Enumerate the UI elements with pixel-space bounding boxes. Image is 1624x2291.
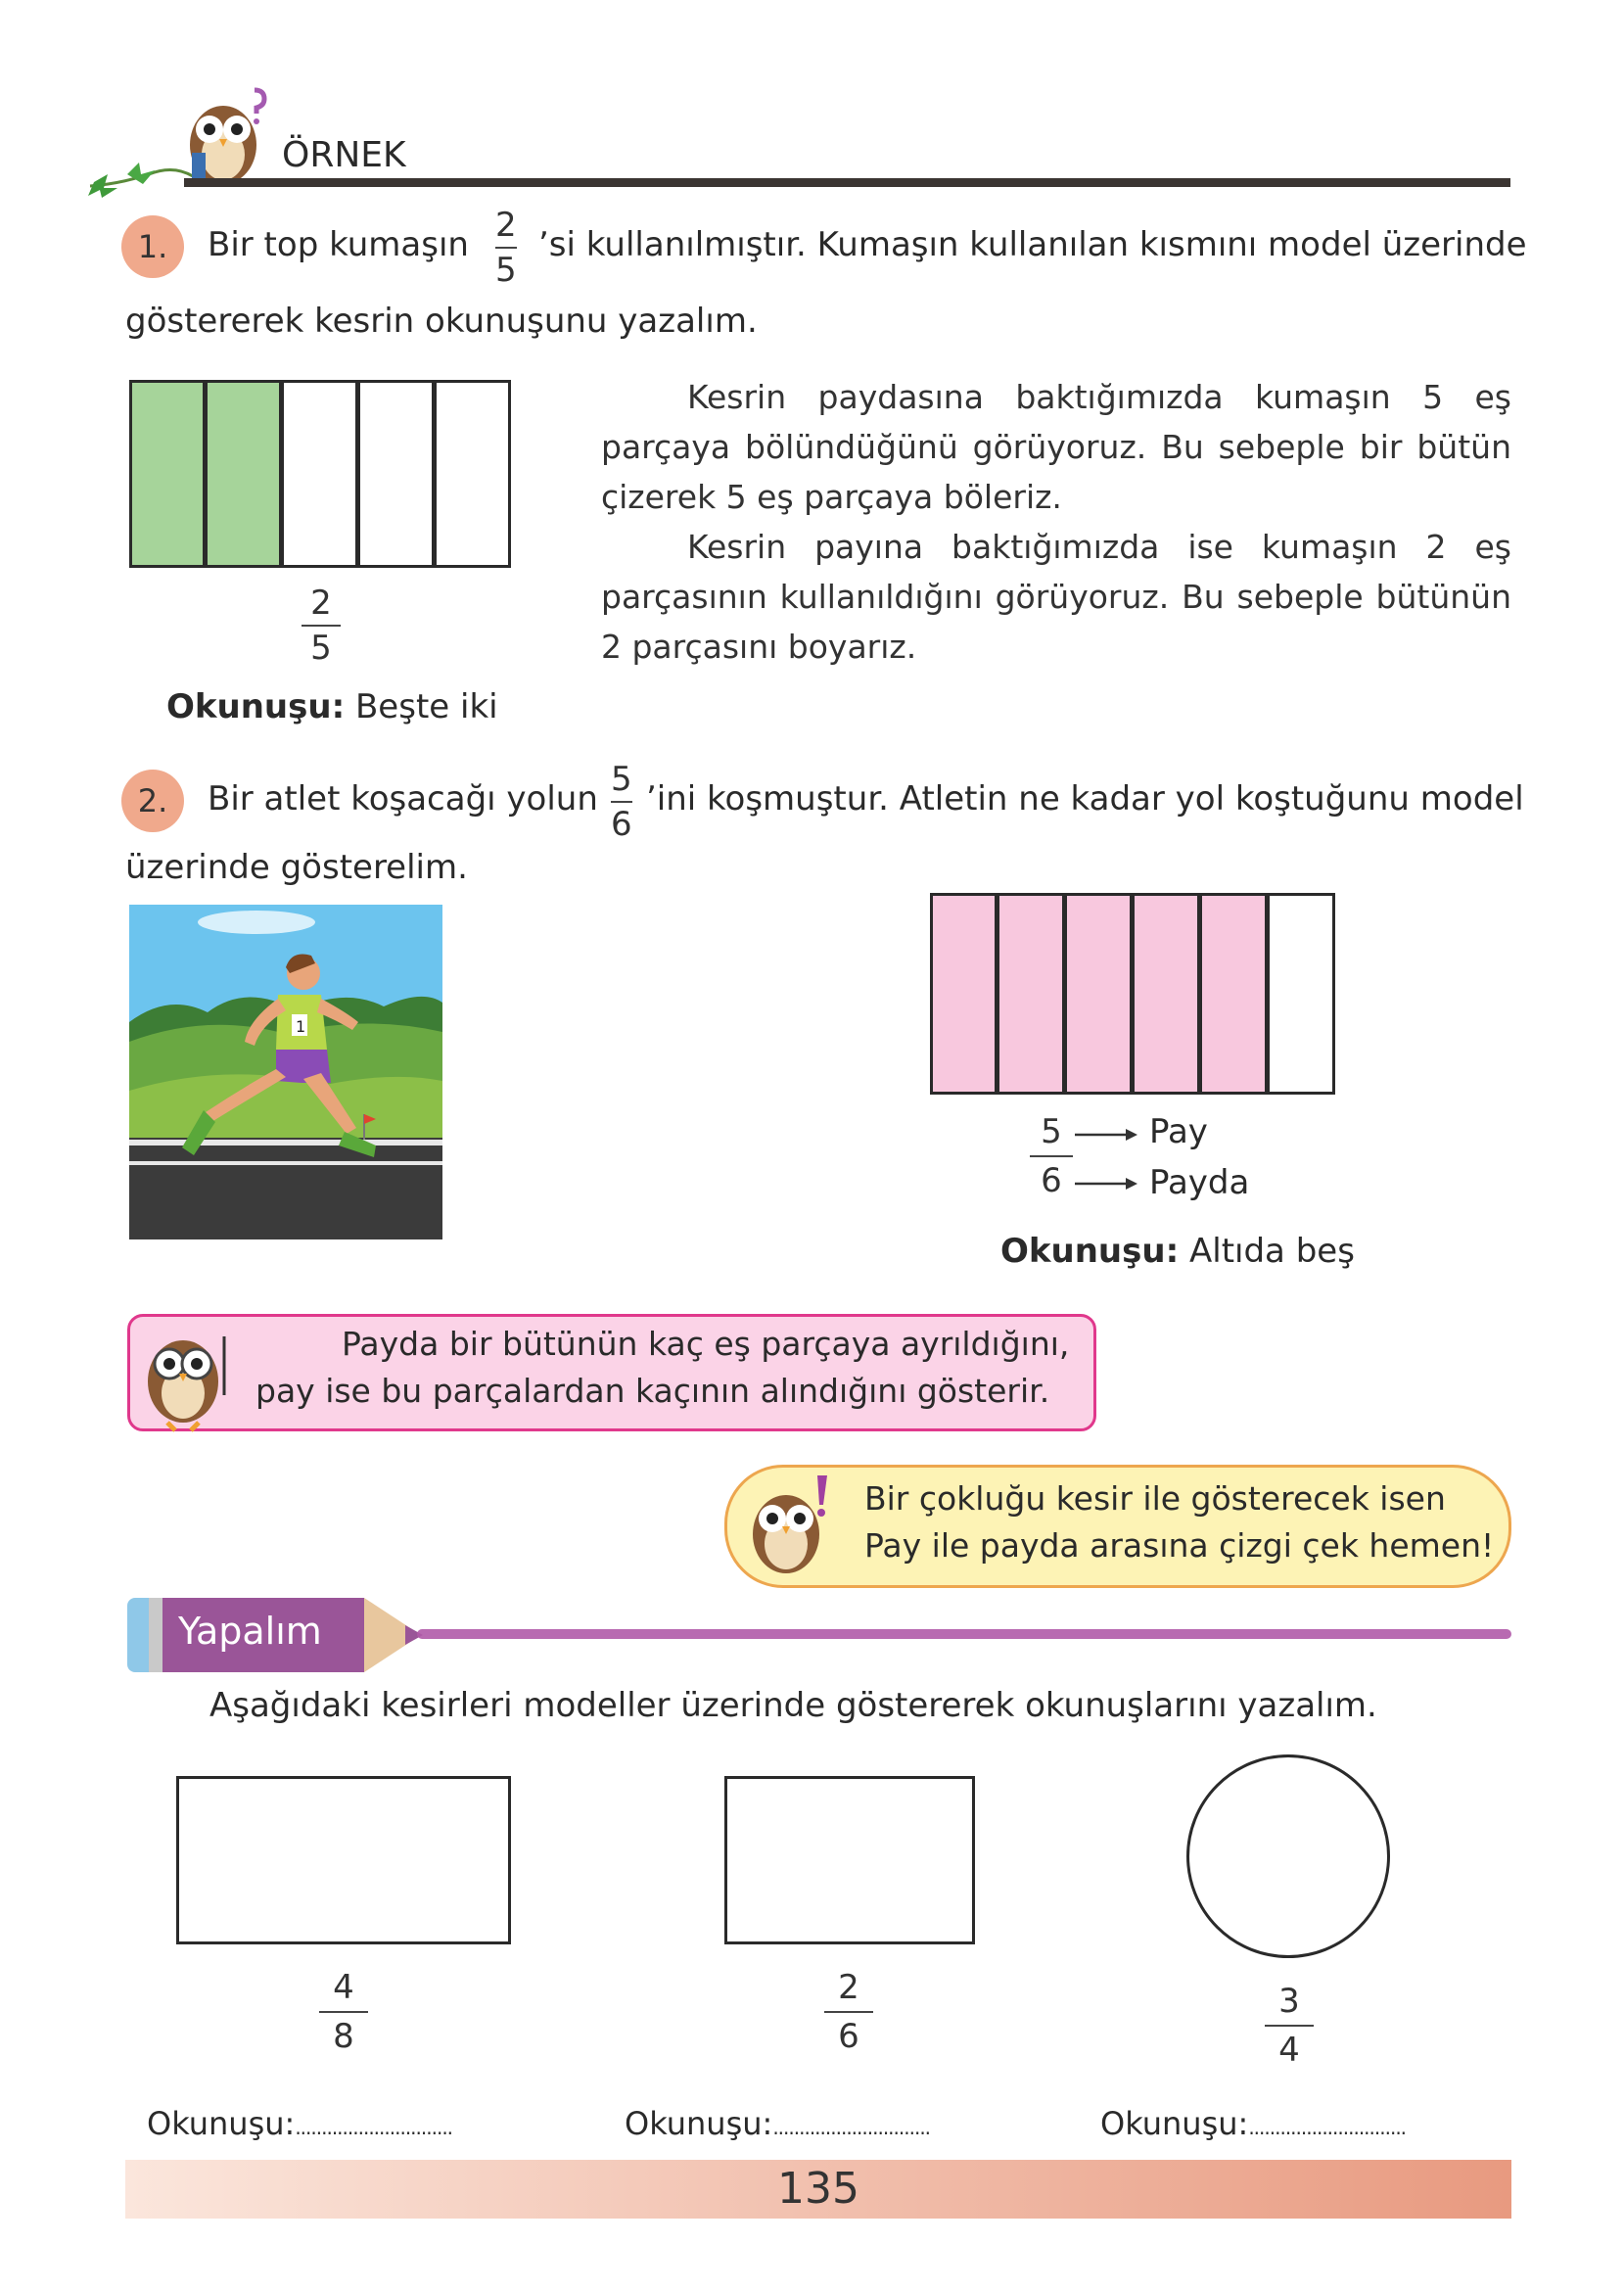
activity-frac-den: 4	[1278, 2031, 1300, 2070]
reading-blank-3[interactable]	[1100, 2105, 1406, 2142]
q1-model-den: 5	[310, 629, 332, 668]
header-rule	[184, 178, 1510, 187]
activity-frac-den: 6	[838, 2017, 859, 2056]
activity-fraction-3	[1265, 1980, 1314, 2072]
q2-reading-value: Altıda beş	[1188, 1232, 1355, 1271]
owl-reading-icon	[174, 84, 272, 192]
q1-number-badge: 1.	[121, 215, 184, 278]
q1-reading-label: Okunuşu:	[166, 687, 346, 726]
model-rectangle-1[interactable]	[176, 1776, 511, 1944]
q2-frac-num: 5	[611, 760, 632, 799]
reading-dots: ..............................	[1248, 2116, 1407, 2139]
q1-frac-den: 5	[495, 251, 517, 290]
model-part-shaded	[1132, 893, 1201, 1095]
runner-illustration	[129, 905, 442, 1239]
reading-blank-1[interactable]	[147, 2105, 452, 2142]
activity-frac-den: 8	[333, 2017, 354, 2056]
model-rectangle-2[interactable]	[724, 1776, 975, 1944]
owl-exclaim-icon	[733, 1470, 851, 1585]
q1-text-before: Bir top kumaşın	[208, 225, 469, 264]
model-part-shaded	[1064, 893, 1134, 1095]
frac-bar	[824, 2011, 873, 2013]
frac-bar	[302, 625, 341, 627]
q1-fraction	[495, 206, 517, 290]
runner-bib-number: 1	[296, 1017, 306, 1036]
q2-line2: üzerinde gösterelim.	[125, 848, 468, 887]
owl-teacher-icon	[134, 1317, 242, 1434]
info-line2: pay ise bu parçalardan kaçının alındığını gösterir.	[255, 1372, 1050, 1410]
model-part-shaded	[205, 380, 283, 568]
q1-explanation-p1: Kesrin paydasına baktığımızda kumaşın 5 eş parçaya bölündüğünü görüyoruz. Bu sebeple bir bütün çizerek 5 eş parçaya böleriz.	[601, 378, 1511, 516]
frac-bar	[495, 247, 517, 249]
reading-label: Okunuşu:	[625, 2105, 773, 2142]
q2-model-num: 5	[1041, 1112, 1062, 1151]
q1-explanation-p2: Kesrin payına baktığımızda ise kumaşın 2 eş parçasının kullanıldığını görüyoruz. Bu sebeple bütünün 2 parçasını boyarız.	[601, 528, 1511, 666]
q2-number-badge: 2.	[121, 770, 184, 832]
arrow-right-icon	[1075, 1177, 1139, 1191]
tip-line2: Pay ile payda arasına çizgi çek hemen!	[864, 1526, 1495, 1565]
activity-fraction-2	[824, 1966, 873, 2058]
model-circle[interactable]	[1186, 1754, 1390, 1958]
reading-label: Okunuşu:	[147, 2105, 296, 2142]
q2-model-den: 6	[1041, 1161, 1062, 1200]
activity-fraction-1	[319, 1966, 368, 2058]
activity-frac-num: 3	[1278, 1982, 1300, 2021]
frac-bar	[319, 2011, 368, 2013]
model-part-shaded	[930, 893, 998, 1095]
q2-frac-den: 6	[611, 805, 632, 844]
pay-label: Pay	[1149, 1112, 1208, 1151]
q2-text-after: ’ini koşmuştur. Atletin ne kadar yol koştuğunu model	[646, 779, 1524, 818]
tip-line1: Bir çokluğu kesir ile gösterecek isen	[864, 1479, 1446, 1518]
q1-explanation	[601, 372, 1511, 672]
frac-bar	[1030, 1155, 1073, 1157]
q1-model-fraction	[302, 584, 341, 668]
q1-text-after: ’si kullanılmıştır. Kumaşın kullanılan kısmını model üzerinde	[538, 225, 1527, 264]
q1-model-num: 2	[310, 584, 332, 623]
activity-title: Yapalım	[178, 1610, 322, 1653]
frac-bar	[1265, 2025, 1314, 2027]
activity-frac-num: 2	[838, 1968, 859, 2007]
q1-reading	[166, 687, 498, 726]
header	[0, 0, 1624, 196]
arrow-right-icon	[1075, 1128, 1139, 1142]
reading-blank-2[interactable]	[625, 2105, 930, 2142]
q2-reading-label: Okunuşu:	[1000, 1232, 1180, 1271]
q1-line2: göstererek kesrin okunuşunu yazalım.	[125, 302, 758, 341]
info-line1: Payda bir bütünün kaç eş parçaya ayrıldığını,	[342, 1325, 1070, 1363]
model-part-shaded	[997, 893, 1066, 1095]
q2-model-labels	[1030, 1110, 1265, 1218]
reading-dots: ..............................	[295, 2116, 453, 2139]
model-part-shaded	[1199, 893, 1269, 1095]
reading-label: Okunuşu:	[1100, 2105, 1249, 2142]
q2-fraction-model	[930, 893, 1335, 1095]
q2-fraction	[611, 760, 632, 844]
q2-text-before: Bir atlet koşacağı yolun	[208, 779, 598, 818]
activity-instruction: Aşağıdaki kesirleri modeller üzerinde göstererek okunuşlarını yazalım.	[209, 1686, 1377, 1725]
frac-bar	[611, 801, 632, 803]
model-part-empty	[281, 380, 359, 568]
activity-frac-num: 4	[333, 1968, 354, 2007]
info-box	[127, 1314, 1096, 1431]
q1-frac-num: 2	[495, 206, 517, 245]
payda-label: Payda	[1149, 1163, 1250, 1202]
q1-fraction-model	[129, 380, 511, 568]
q2-reading	[1000, 1232, 1355, 1271]
footer-band	[125, 2160, 1511, 2219]
model-part-shaded	[129, 380, 206, 568]
model-part-empty	[1267, 893, 1336, 1095]
pencil-line	[417, 1629, 1511, 1639]
model-part-empty	[357, 380, 436, 568]
reading-dots: ..............................	[772, 2116, 931, 2139]
tip-box	[724, 1465, 1511, 1588]
model-part-empty	[434, 380, 512, 568]
activity-banner	[127, 1596, 1511, 1674]
q1-reading-value: Beşte iki	[354, 687, 498, 726]
q2-model-fraction	[1030, 1110, 1073, 1202]
page-number: 135	[777, 2164, 859, 2214]
header-title: ÖRNEK	[282, 135, 406, 175]
